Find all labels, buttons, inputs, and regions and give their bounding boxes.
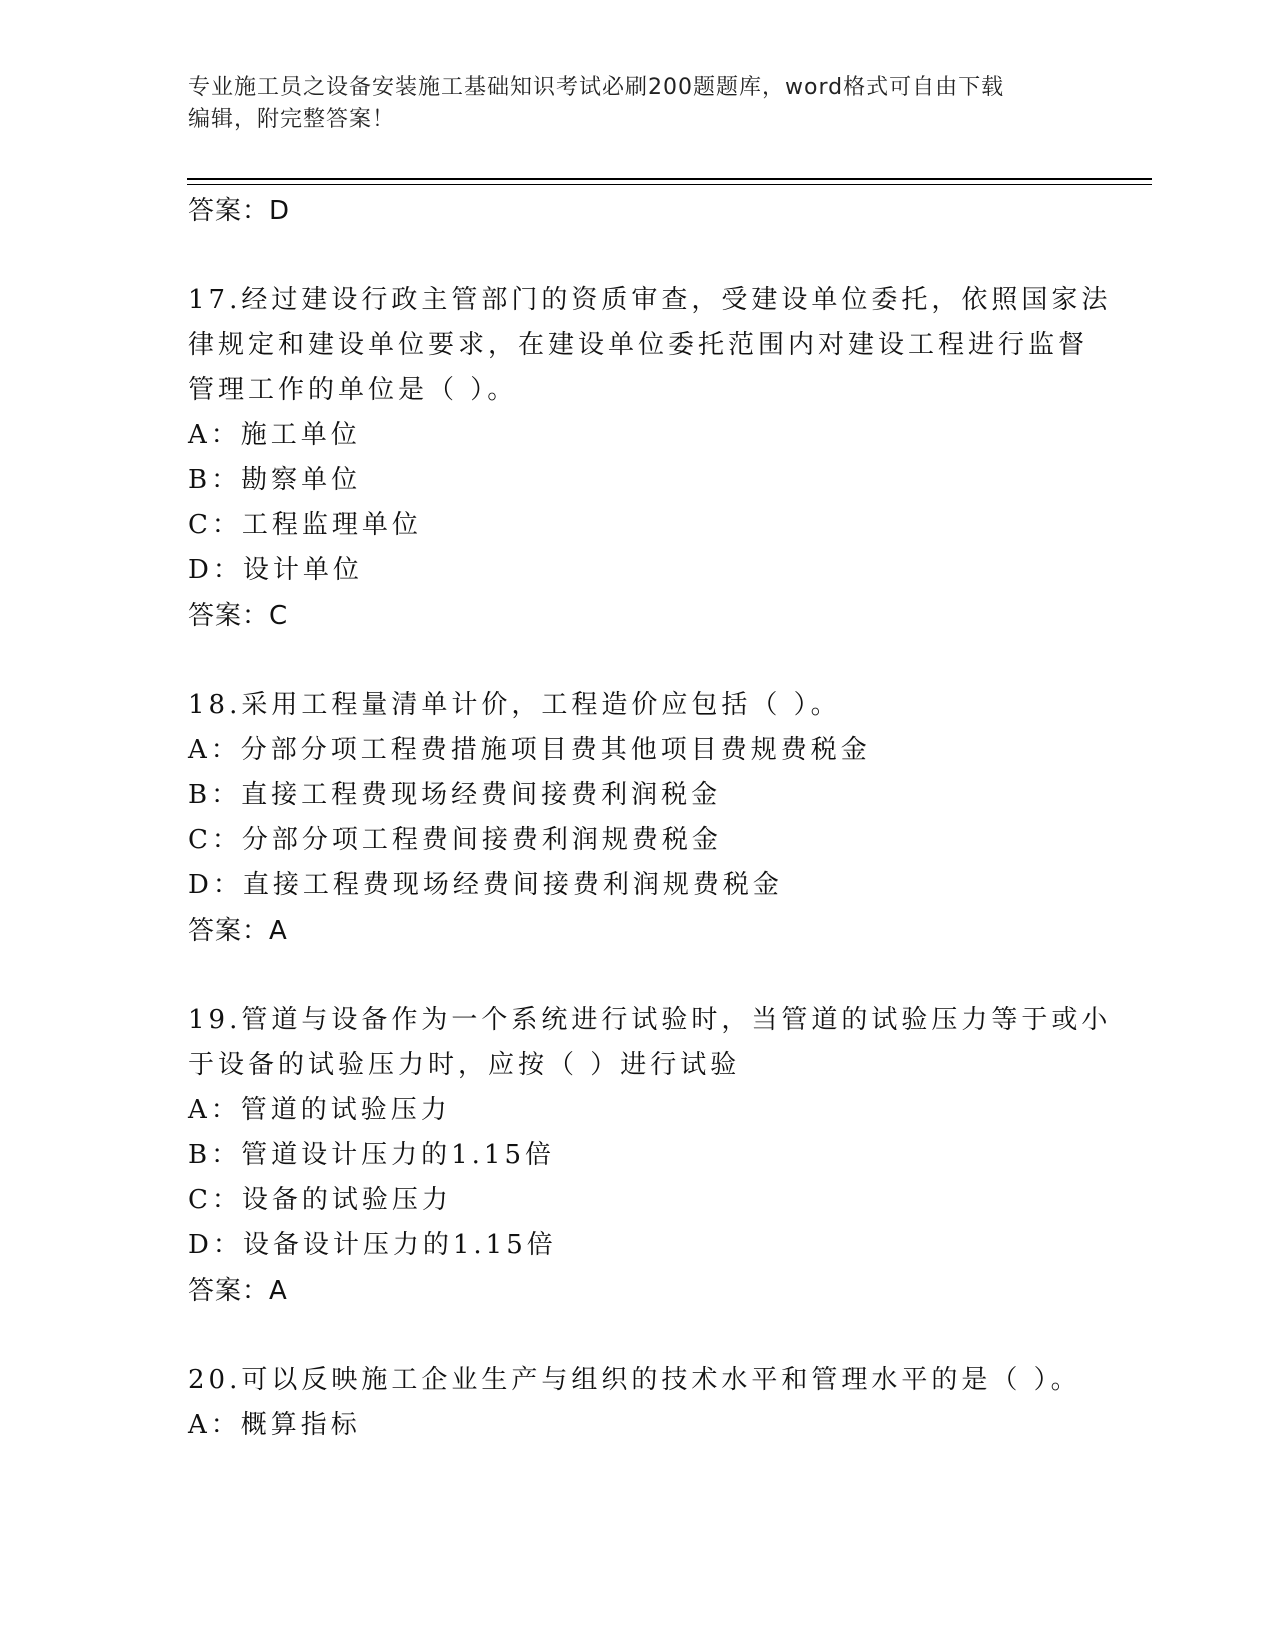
option-c: C：工程监理单位 — [188, 510, 422, 540]
option-d: D：设备设计压力的1.15倍 — [188, 1230, 557, 1260]
option-d: D：设计单位 — [188, 555, 363, 585]
header-rule-thick — [187, 178, 1152, 180]
question-stem — [188, 1358, 1118, 1403]
option-c: C：分部分项工程费间接费利润规费税金 — [188, 825, 722, 855]
answer-line: 答案：C — [188, 601, 289, 631]
header-rule-thin — [187, 184, 1152, 185]
stem-line: 18.采用工程量清单计价，工程造价应包括（ ）。 — [188, 690, 841, 720]
header-line-1: 专业施工员之设备安装施工基础知识考试必刷200题题库，word格式可自由下载 — [188, 75, 1005, 100]
option-b: B：勘察单位 — [188, 465, 362, 495]
option-a: A：管道的试验压力 — [188, 1095, 451, 1125]
option-a: A：施工单位 — [188, 420, 361, 450]
option-b: B：直接工程费现场经费间接费利润税金 — [188, 780, 722, 810]
option-b: B：管道设计压力的1.15倍 — [188, 1140, 555, 1170]
question-stem — [188, 998, 1118, 1088]
header-line-2: 编辑，附完整答案！ — [188, 107, 396, 132]
question-19 — [188, 998, 1118, 1314]
stem-line: 20.可以反映施工企业生产与组织的技术水平和管理水平的是（ ）。 — [188, 1365, 1081, 1395]
question-18 — [188, 683, 1118, 954]
question-stem — [188, 683, 1118, 728]
question-20 — [188, 1358, 1118, 1448]
page-header — [188, 72, 1088, 136]
question-stem — [188, 278, 1118, 413]
option-a: A：概算指标 — [188, 1410, 361, 1440]
stem-line: 19.管道与设备作为一个系统进行试验时，当管道的试验压力等于或小 — [188, 1005, 1112, 1035]
option-a: A：分部分项工程费措施项目费其他项目费规费税金 — [188, 735, 871, 765]
answer-line: 答案：A — [188, 916, 288, 946]
question-list — [188, 188, 1118, 1448]
option-c: C：设备的试验压力 — [188, 1185, 452, 1215]
answer-line: 答案：A — [188, 1276, 288, 1306]
stem-line: 17.经过建设行政主管部门的资质审查，受建设单位委托，依照国家法 — [188, 285, 1112, 315]
stem-line: 管理工作的单位是（ ）。 — [188, 375, 518, 405]
question-17 — [188, 278, 1118, 639]
stem-line: 于设备的试验压力时，应按（ ）进行试验 — [188, 1050, 741, 1080]
stem-line: 律规定和建设单位要求，在建设单位委托范围内对建设工程进行监督 — [188, 330, 1089, 360]
previous-answer: 答案：D — [188, 196, 291, 226]
option-d: D：直接工程费现场经费间接费利润规费税金 — [188, 870, 783, 900]
